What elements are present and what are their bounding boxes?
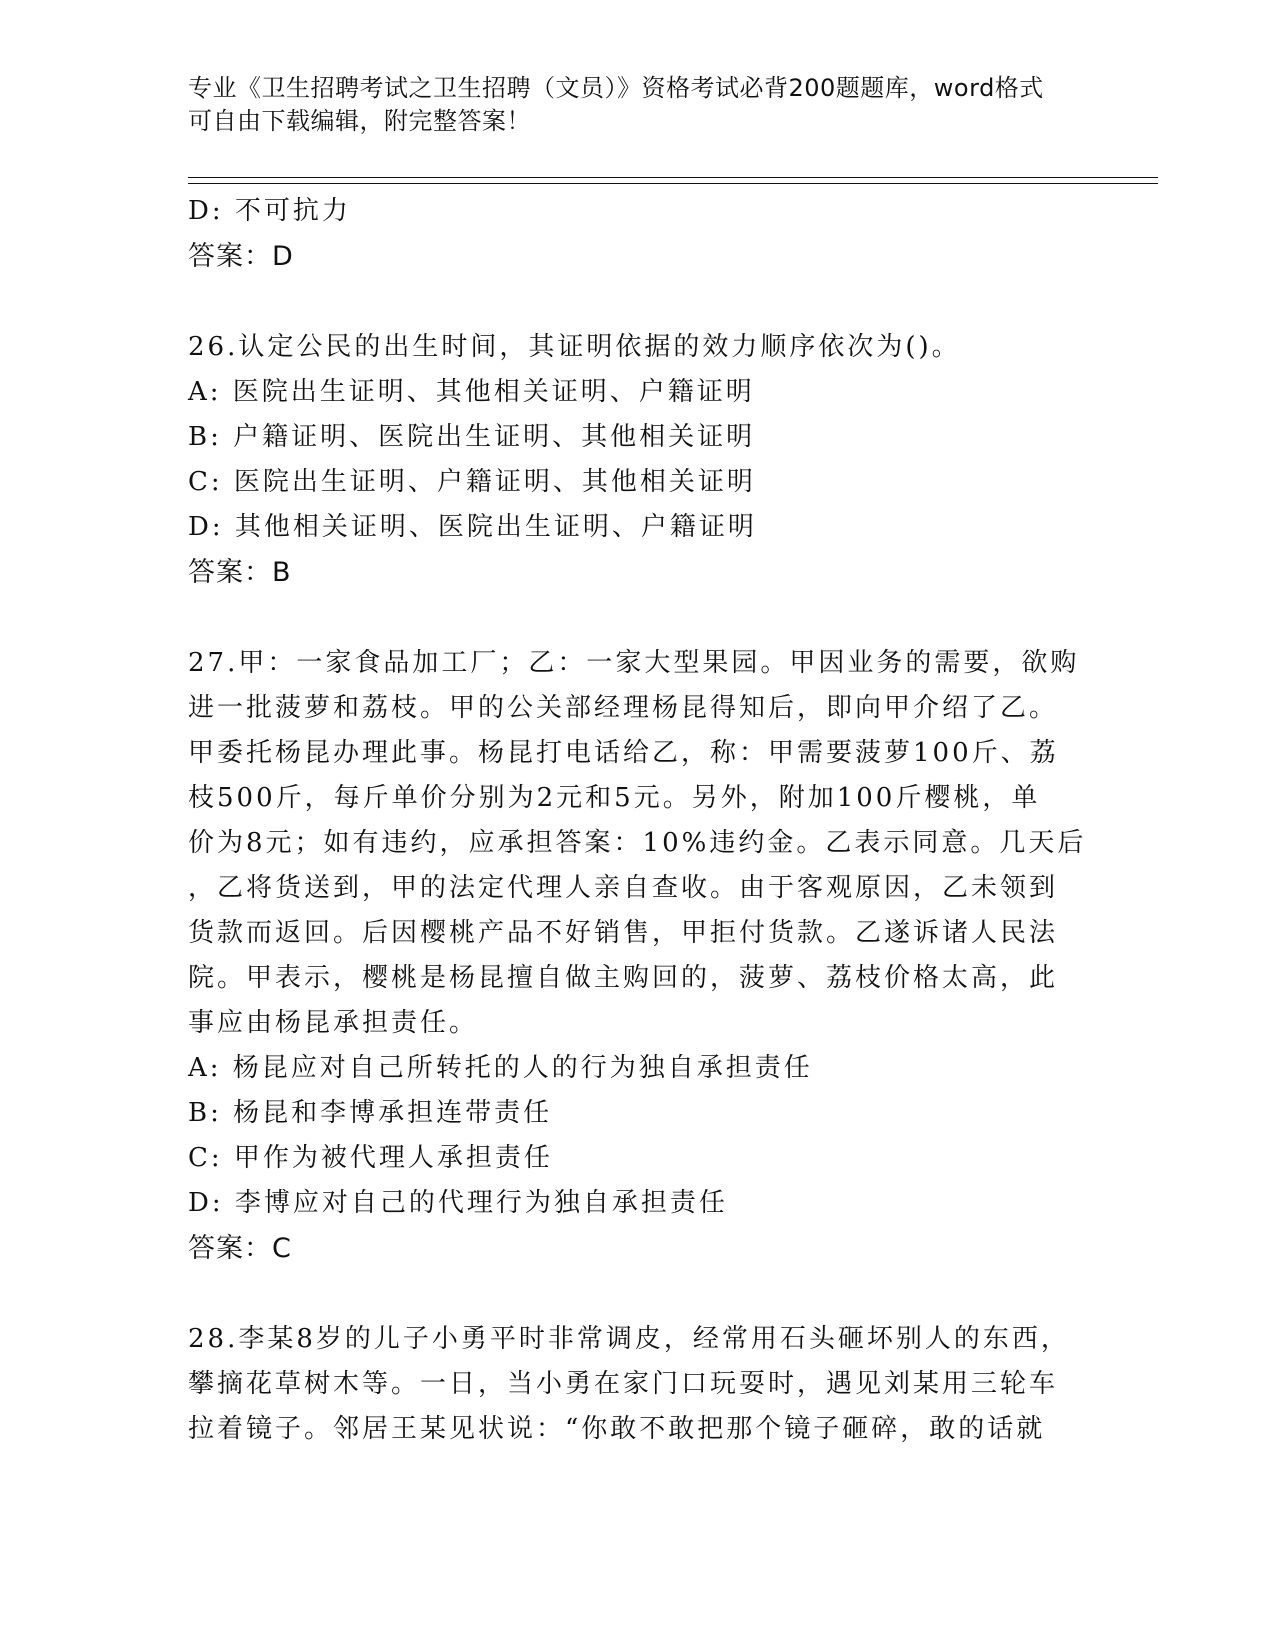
question-26 [188, 325, 1068, 595]
stem-line: 价为8元；如有违约，应承担答案：10%违约金。乙表示同意。几天后 [188, 828, 1087, 858]
option-a: A: 杨昆应对自己所转托的人的行为独自承担责任 [188, 1053, 813, 1083]
option-a: A: 医院出生证明、其他相关证明、户籍证明 [188, 377, 755, 407]
option-c: C: 甲作为被代理人承担责任 [188, 1143, 553, 1173]
stem-line: 进一批菠萝和荔枝。甲的公关部经理杨昆得知后，即向甲介绍了乙。 [188, 693, 1059, 723]
option-b: B: 杨昆和李博承担连带责任 [188, 1098, 553, 1128]
header-title-line-1: 专业《卫生招聘考试之卫生招聘（文员）》资格考试必背200题题库，word格式 [188, 74, 1044, 102]
stem-line: ，乙将货送到，甲的法定代理人亲自查收。由于客观原因，乙未领到 [188, 873, 1059, 903]
question-stem: 26.认定公民的出生时间，其证明依据的效力顺序依次为()。 [188, 332, 961, 362]
answer: 答案：D [188, 241, 294, 272]
stem-line: 事应由杨昆承担责任。 [188, 1008, 479, 1038]
stem-line: 拉着镜子。邻居王某见状说：“你敢不敢把那个镜子砸碎，敢的话就 [188, 1414, 1046, 1444]
stem-line: 27.甲：一家食品加工厂；乙：一家大型果园。甲因业务的需要，欲购 [188, 648, 1080, 678]
question-25-tail [188, 189, 1068, 279]
question-27 [188, 641, 1087, 1271]
stem-line: 28.李某8岁的儿子小勇平时非常调皮，经常用石头砸坏别人的东西， [188, 1324, 1070, 1354]
answer: 答案：B [188, 557, 292, 588]
option-d: D: 不可抗力 [188, 196, 351, 226]
question-28 [188, 1317, 1068, 1452]
header-title-line-2: 可自由下载编辑，附完整答案！ [188, 107, 531, 135]
stem-line: 甲委托杨昆办理此事。杨昆打电话给乙，称：甲需要菠萝100斤、荔 [188, 738, 1059, 768]
option-b: B: 户籍证明、医院出生证明、其他相关证明 [188, 422, 756, 452]
answer: 答案：C [188, 1233, 292, 1264]
option-d: D: 李博应对自己的代理行为独自承担责任 [188, 1188, 728, 1218]
header-divider-top [188, 177, 1158, 178]
stem-line: 枝500斤，每斤单价分别为2元和5元。另外，附加100斤樱桃，单 [188, 783, 1041, 813]
option-d: D: 其他相关证明、医院出生证明、户籍证明 [188, 512, 757, 542]
header-divider-bottom [188, 183, 1158, 184]
document-body [188, 189, 1087, 1452]
option-c: C: 医院出生证明、户籍证明、其他相关证明 [188, 467, 756, 497]
stem-line: 攀摘花草树木等。一日，当小勇在家门口玩耍时，遇见刘某用三轮车 [188, 1369, 1059, 1399]
question-stem [188, 641, 1087, 1046]
stem-line: 院。甲表示，樱桃是杨昆擅自做主购回的，菠萝、荔枝价格太高，此 [188, 963, 1059, 993]
document-header [188, 72, 1088, 138]
stem-line: 货款而返回。后因樱桃产品不好销售，甲拒付货款。乙遂诉诸人民法 [188, 918, 1059, 948]
